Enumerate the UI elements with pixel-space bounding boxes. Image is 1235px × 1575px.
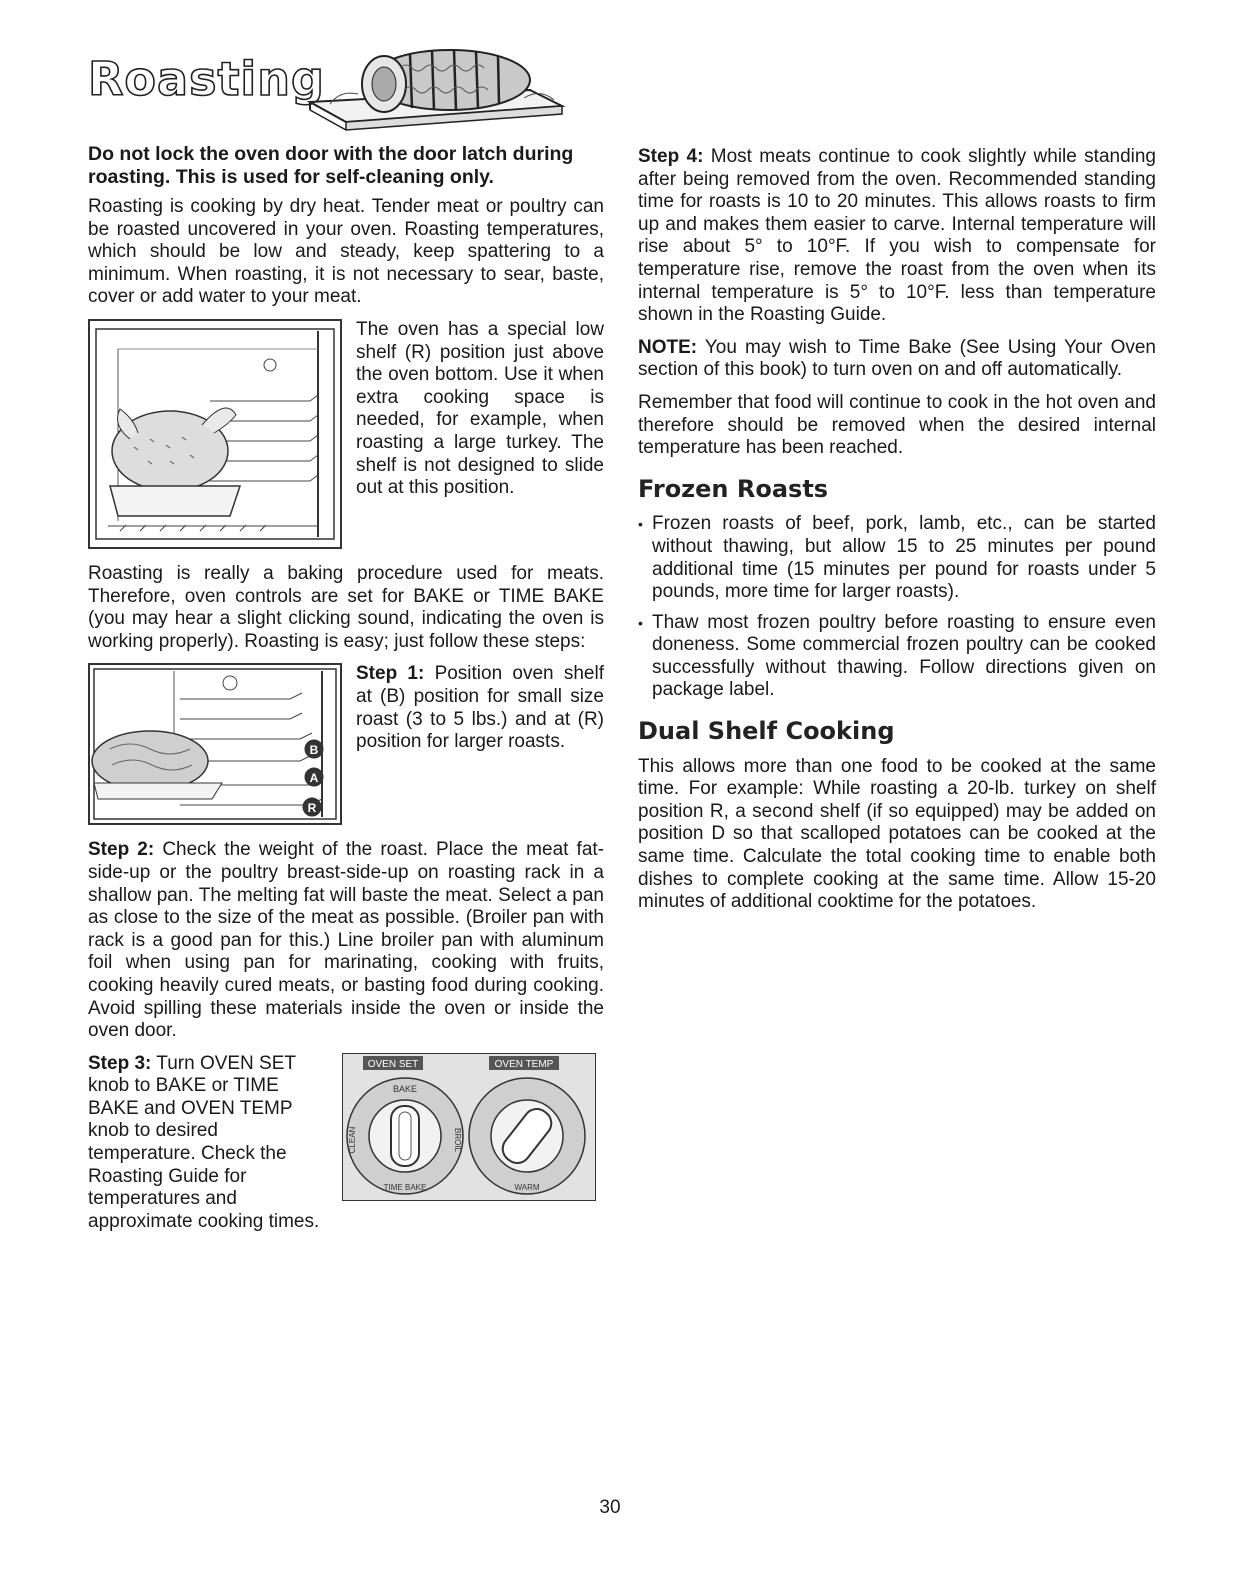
- dial-label-broil: BROIL: [453, 1127, 462, 1152]
- baking-procedure-paragraph: Roasting is really a baking procedure used for meats. Therefore, oven controls are set for BAKE or TIME BAKE (you may hear a slight clicking sound, indicating the oven is working properly). Roasting is easy; just follow these steps:: [88, 562, 604, 652]
- step-1-text: Position oven shelf at (B) position for small size roast (3 to 5 lbs.) and at (R) position for larger roasts.: [356, 663, 604, 753]
- note-label: NOTE:: [638, 336, 698, 358]
- roast-on-shelf-illustration: [88, 663, 342, 825]
- dual-shelf-paragraph: This allows more than one food to be cooked at the same time. For example: While roasting a 20-lb. turkey on shelf position R, a second shelf (if so equipped) may be added on position D so that scalloped potatoes can be cooked at the same time. Calculate the total cooking time to enable both dishes to complete cooking at the same time. Allow 15-20 minutes of additional cooktime for the potatoes.: [638, 755, 1156, 913]
- step-4-paragraph: [638, 146, 1156, 327]
- shelf-marker-a: A: [309, 771, 319, 786]
- list-item: • Thaw most frozen poultry before roasting to ensure even doneness. Some commercial frozen poultry can be cooked successfully without thawing. Follow directions given on package label.: [638, 612, 1156, 702]
- right-column: [638, 146, 1156, 924]
- step-2-label: Step 2:: [88, 839, 155, 861]
- step-3-label: Step 3:: [88, 1052, 152, 1074]
- oven-knobs-illustration: [342, 1053, 596, 1201]
- step-2-text: Check the weight of the roast. Place the meat fat-side-up or the poultry breast-side-up on roasting rack in a shallow pan. The melting fat will baste the meat. Select a pan as close to the size of the meat as possible. (Broiler pan with rack is a good pan for this.) Line broiler pan with aluminum foil when using pan for marinating, cooking with fruits, cooking heavily cured meats, or basting food during cooking. Avoid spilling these materials inside the oven or inside the oven door.: [88, 839, 604, 1042]
- step-1-label: Step 1:: [356, 663, 425, 685]
- dial-label-warm: WARM: [514, 1182, 540, 1192]
- remember-paragraph: Remember that food will continue to cook in the hot oven and therefore should be removed when the desired internal temperature has been reached.: [638, 391, 1156, 459]
- dial-label-time-bake: TIME BAKE: [383, 1182, 427, 1192]
- frozen-roasts-list: [638, 513, 1156, 702]
- left-column: [88, 143, 604, 1247]
- step-2-paragraph: [88, 839, 604, 1042]
- page-number: 30: [599, 1497, 621, 1518]
- low-shelf-section: [88, 319, 604, 549]
- step-3-section: [88, 1053, 604, 1234]
- dual-shelf-heading: Dual Shelf Cooking: [638, 717, 895, 746]
- oven-set-label: OVEN SET: [367, 1058, 419, 1070]
- step-1-section: [88, 663, 604, 825]
- roasting-intro-paragraph: Roasting is cooking by dry heat. Tender meat or poultry can be roasted uncovered in your oven. Roasting temperatures, which should be low and steady, keep spattering to a minimum. When roasting, it is not necessary to sear, baste, cover or add water to your meat.: [88, 196, 604, 308]
- step-3-text: Turn OVEN SET knob to BAKE or TIME BAKE and OVEN TEMP knob to desired temperature. Check the Roasting Guide for temperatures and approximate cooking times.: [88, 1052, 320, 1232]
- shelf-marker-b: B: [309, 743, 319, 758]
- frozen-roasts-heading: Frozen Roasts: [638, 474, 829, 503]
- shelf-marker-r: R: [307, 801, 317, 816]
- roast-pan-illustration: [300, 40, 570, 132]
- list-item: • Frozen roasts of beef, pork, lamb, etc., can be started without thawing, but allow 15 to 25 minutes per pound additional time (15 minutes per pound for roasts under 5 pounds, more time for larger roasts).: [638, 513, 1156, 603]
- step-1-paragraph: [356, 663, 604, 825]
- note-text: You may wish to Time Bake (See Using Your Oven section of this book) to turn oven on and off automatically.: [638, 336, 1156, 381]
- low-shelf-paragraph: The oven has a special low shelf (R) position just above the oven bottom. Use it when extra cooking space is needed, for example, when roasting a large turkey. The shelf is not designed to slide out at this position.: [356, 318, 604, 499]
- page-title: Roasting: [88, 52, 325, 106]
- step-4-label: Step 4:: [638, 146, 704, 167]
- step-4-text: Most meats continue to cook slightly while standing after being removed from the oven. Recommended standing time for roasts is 10 to 20 minutes. This allows roasts to firm up and makes them easier to carve. Internal temperature will rise about 5° to 10°F. If you wish to compensate for temperature rise, remove the roast from the oven when its internal temperature is 5° to 10°F. less than temperature shown in the Roasting Guide.: [638, 146, 1157, 326]
- door-latch-warning: Do not lock the oven door with the door latch during roasting. This is used for self-cleaning only.: [88, 143, 574, 188]
- dial-label-clean: CLEAN: [348, 1126, 357, 1154]
- turkey-in-oven-illustration: [88, 319, 342, 549]
- dial-label-bake: BAKE: [392, 1083, 418, 1094]
- step-3-paragraph: [88, 1053, 328, 1234]
- oven-temp-label: OVEN TEMP: [494, 1058, 554, 1070]
- note-paragraph: [638, 337, 1156, 382]
